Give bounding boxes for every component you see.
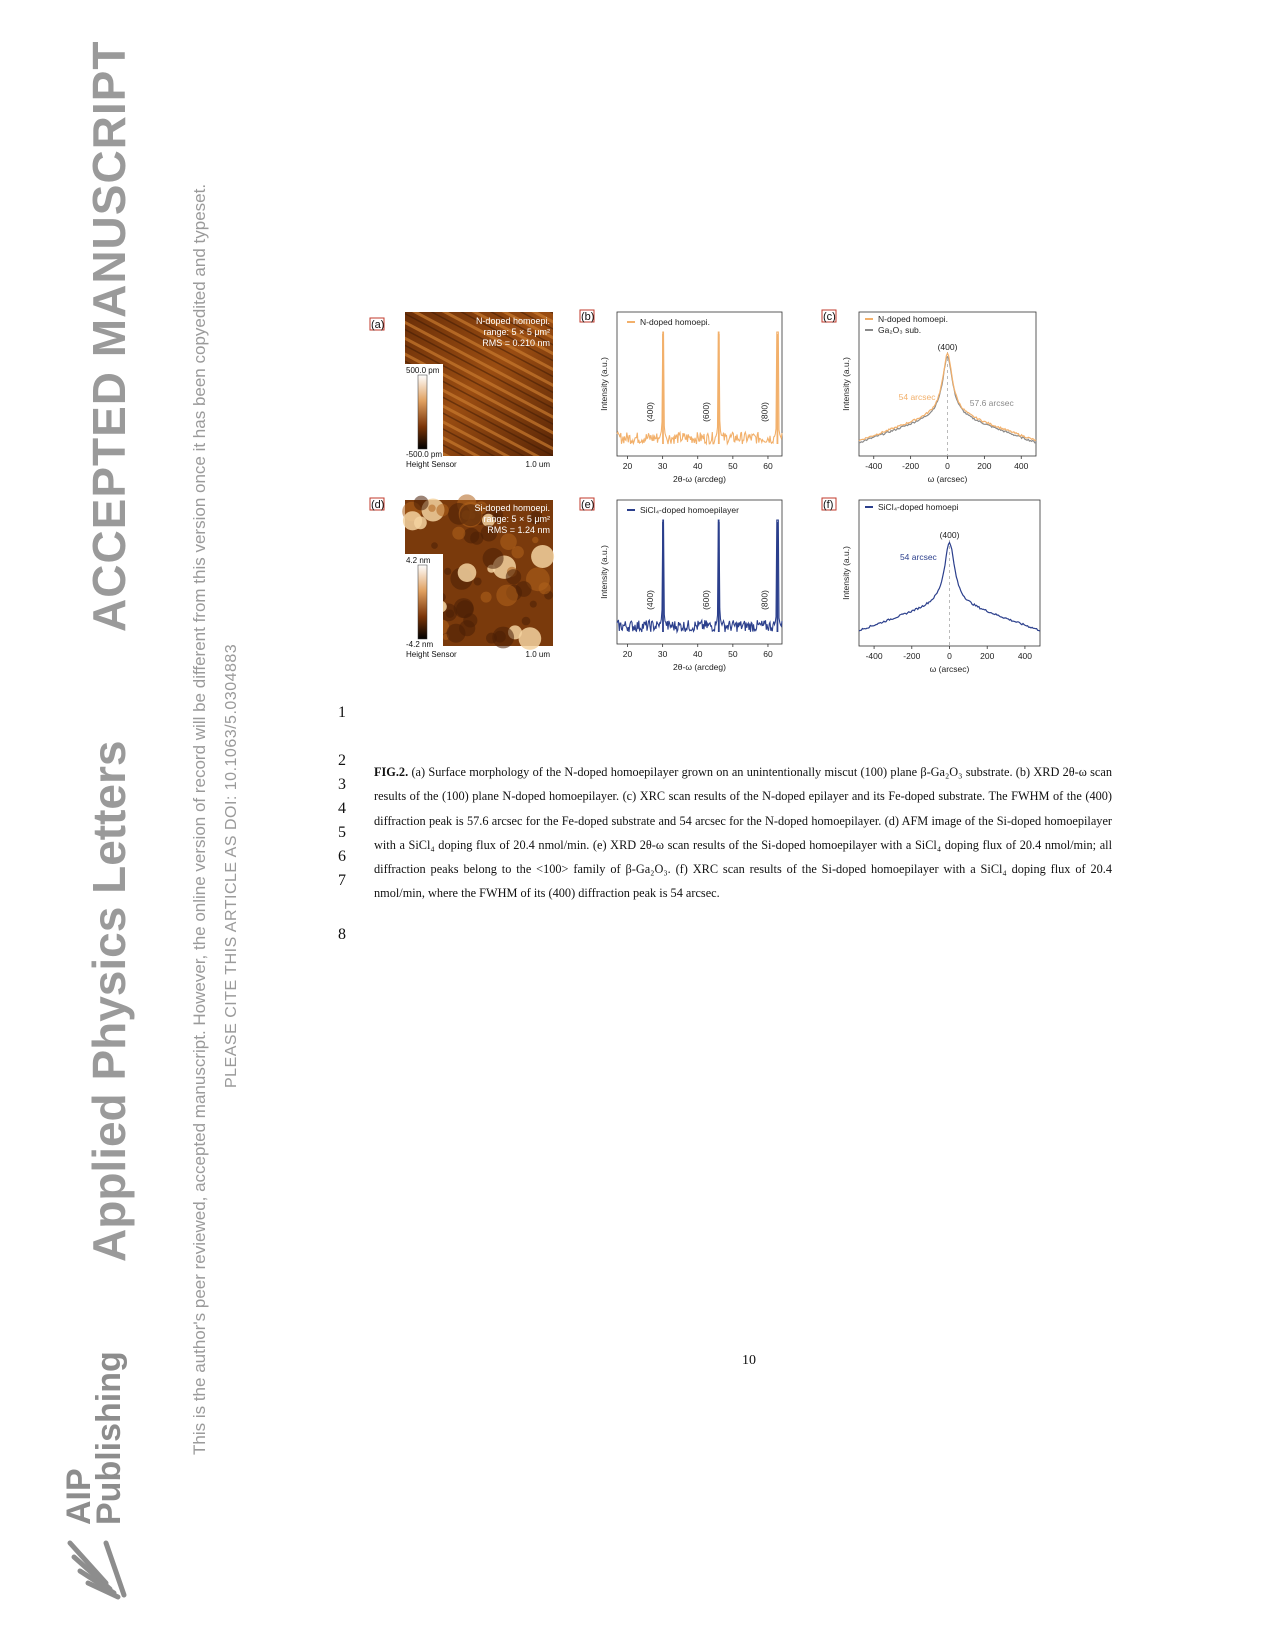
fwhm-label: 54 arcsec: [898, 392, 936, 402]
afm-scalebar-d: 1.0 um: [525, 650, 550, 659]
x-tick-label: 20: [622, 649, 633, 659]
afm-grain: [500, 533, 517, 550]
x-tick-label: 30: [657, 649, 668, 659]
caption-label: FIG.2.: [374, 765, 409, 779]
aip-logo-icon: [66, 1535, 128, 1601]
y-axis-label: Intensity (a.u.): [599, 545, 609, 599]
legend-label: N-doped homoepi.: [640, 317, 710, 327]
afm-grain: [454, 598, 474, 618]
series-line: [617, 332, 782, 444]
x-tick-label: 20: [622, 461, 633, 471]
figure-2: [370, 311, 1110, 708]
legend-label: N-doped homoepi.: [878, 314, 948, 324]
fwhm-label: 57.6 arcsec: [969, 398, 1014, 408]
afm-grain: [431, 542, 438, 549]
afm-scale-bottom-a: -500.0 pm: [406, 450, 443, 459]
afm-scale-top-a: 500.0 pm: [406, 366, 440, 375]
afm-grain: [531, 545, 554, 568]
afm-grain: [532, 537, 538, 543]
afm-grain: [481, 592, 492, 603]
x-tick-label: 60: [763, 461, 773, 471]
afm-scale-bottom-d: -4.2 nm: [406, 640, 434, 649]
y-axis-label: Intensity (a.u.): [599, 357, 609, 411]
x-tick-label: 200: [977, 461, 992, 471]
afm-grain: [446, 610, 454, 618]
x-tick-label: 400: [1014, 461, 1029, 471]
peak-label: (800): [759, 590, 770, 610]
y-axis-label: Intensity (a.u.): [841, 546, 851, 600]
afm-label3-d: RMS = 1.24 nm: [487, 525, 550, 535]
x-tick-label: 40: [693, 461, 703, 471]
watermark-sidebar: [0, 0, 260, 1650]
x-tick-label: 50: [728, 461, 738, 471]
x-tick-label: 0: [947, 651, 952, 661]
peak-label: (400): [937, 342, 958, 352]
accepted-manuscript-watermark: ACCEPTED MANUSCRIPT: [83, 40, 135, 632]
line-number: 8: [338, 926, 346, 943]
afm-scalebar-a: 1.0 um: [525, 460, 550, 469]
panel-letter: (c): [823, 311, 836, 323]
peak-label: (800): [759, 402, 770, 422]
x-tick-label: 40: [693, 649, 703, 659]
afm-grain: [492, 627, 514, 649]
x-tick-label: 0: [945, 461, 950, 471]
journal-watermark: Applied Physics Letters: [83, 740, 135, 1262]
afm-grain: [496, 585, 518, 607]
afm-colorbar-a: [418, 375, 427, 449]
cite-doi-notice: PLEASE CITE THIS ARTICLE AS DOI: 10.1063/5.0304883: [223, 643, 240, 1088]
afm-grain: [414, 516, 427, 529]
x-axis-label: ω (arcsec): [929, 664, 970, 674]
peak-label: (400): [644, 590, 655, 610]
line-number: 2: [338, 752, 346, 769]
x-tick-label: 60: [763, 649, 773, 659]
x-axis-label: 2θ-ω (arcdeg): [673, 474, 726, 484]
afm-scale-top-d: 4.2 nm: [406, 556, 431, 565]
page-number: 10: [742, 1353, 756, 1368]
x-tick-label: 50: [728, 649, 738, 659]
afm-grain: [458, 563, 477, 582]
figure-canvas: [370, 311, 1110, 708]
line-number: 6: [338, 848, 346, 865]
chart-b: [580, 310, 782, 484]
x-tick-label: 200: [980, 651, 995, 661]
line-number: 5: [338, 824, 346, 841]
x-tick-label: 30: [657, 461, 668, 471]
figure-caption: [374, 760, 1112, 906]
afm-panel-a: [370, 312, 553, 469]
afm-grain: [522, 617, 531, 626]
afm-label1-a: N-doped homoepi.: [475, 316, 550, 326]
publisher-line2: Publishing: [90, 1351, 128, 1525]
panel-letter: (b): [581, 311, 595, 323]
panel-letter: (f): [823, 499, 834, 511]
afm-colorbar-d: [418, 565, 427, 639]
afm-grain: [530, 601, 537, 608]
peak-label: (400): [644, 402, 655, 422]
x-axis-label: 2θ-ω (arcdeg): [673, 662, 726, 672]
afm-grain: [516, 581, 532, 597]
afm-grain: [459, 620, 475, 636]
x-tick-label: -400: [865, 461, 883, 471]
afm-label2-d: range: 5 × 5 μm²: [483, 514, 550, 524]
afm-label1-d: Si-doped homoepi.: [474, 503, 550, 513]
afm-panel-d: [370, 494, 554, 659]
publisher-line1: AIP: [60, 1468, 98, 1525]
chart-f: [822, 498, 1040, 674]
afm-label2-a: range: 5 × 5 μm²: [483, 327, 550, 337]
line-number: 1: [338, 704, 346, 721]
line-number: 4: [338, 800, 346, 817]
x-axis-label: ω (arcsec): [927, 474, 968, 484]
line-number: 7: [338, 872, 346, 889]
afm-sensor-d: Height Sensor: [406, 650, 457, 659]
x-tick-label: 400: [1017, 651, 1033, 661]
x-tick-label: -400: [865, 651, 883, 661]
chart-c: [822, 310, 1036, 484]
afm-grain: [452, 527, 465, 540]
series-line: [617, 520, 782, 632]
panel-letter: (e): [581, 499, 595, 511]
chart-e: [580, 498, 782, 672]
peak-label: (600): [700, 590, 711, 610]
afm-grain: [428, 505, 435, 512]
legend-label: Ga₂O₃ sub.: [878, 325, 922, 335]
afm-grain: [483, 548, 504, 569]
afm-grain: [506, 569, 521, 584]
afm-grain: [539, 582, 551, 594]
series-line: [859, 543, 1040, 632]
line-number: 3: [338, 776, 346, 793]
caption-text: (a) Surface morphology of the N-doped homoepilayer grown on an unintentionally miscut (100) plane β-Ga₂O₃ substrate. (b) XRD 2θ-ω scan results of the (100) plane N-doped homoepilayer. (c) XRC scan results of the N-doped epilayer and its Fe-doped substrate. The FWHM of the (400) diffraction peak is 57.6 arcsec for the Fe-doped substrate and 54 arcsec for the N-doped homoepilayer. (d) AFM image of the Si-doped homoepilayer with a SiCl₄ doping flux of 20.4 nmol/min. (e) XRD 2θ-ω scan results of the Si-doped homoepilayer with a SiCl₄ doping flux of 20.4 nmol/min; all diffraction peaks belong to the <100> family of β-Ga₂O₃. (f) XRC scan results of the Si-doped homoepilayer with a SiCl₄ doping flux of 20.4 nmol/min, where the FWHM of its (400) diffraction peak is 54 arcsec.: [374, 765, 1112, 901]
afm-grain: [444, 568, 451, 575]
afm-label3-a: RMS = 0.210 nm: [482, 338, 550, 348]
peak-label: (600): [700, 402, 711, 422]
afm-sensor-a: Height Sensor: [406, 460, 457, 469]
afm-grain: [519, 627, 542, 650]
y-axis-label: Intensity (a.u.): [841, 357, 851, 411]
fwhm-label: 54 arcsec: [899, 552, 937, 562]
afm-grain: [414, 496, 429, 511]
x-tick-label: -200: [902, 461, 920, 471]
x-tick-label: -200: [903, 651, 921, 661]
afm-grain: [474, 578, 482, 586]
manuscript-notice: This is the author's peer reviewed, accepted manuscript. However, the online version of record will be different from this version once it has been copyedited and typeset.: [190, 183, 209, 1455]
legend-label: SiCl₄-doped homoepi: [878, 502, 959, 512]
peak-label: (400): [939, 530, 960, 540]
panel-letter-a: (a): [371, 319, 385, 331]
legend-label: SiCl₄-doped homoepilayer: [640, 505, 739, 515]
panel-letter-d: (d): [371, 499, 385, 511]
publisher-name: [60, 1351, 128, 1525]
afm-grain: [436, 504, 448, 516]
